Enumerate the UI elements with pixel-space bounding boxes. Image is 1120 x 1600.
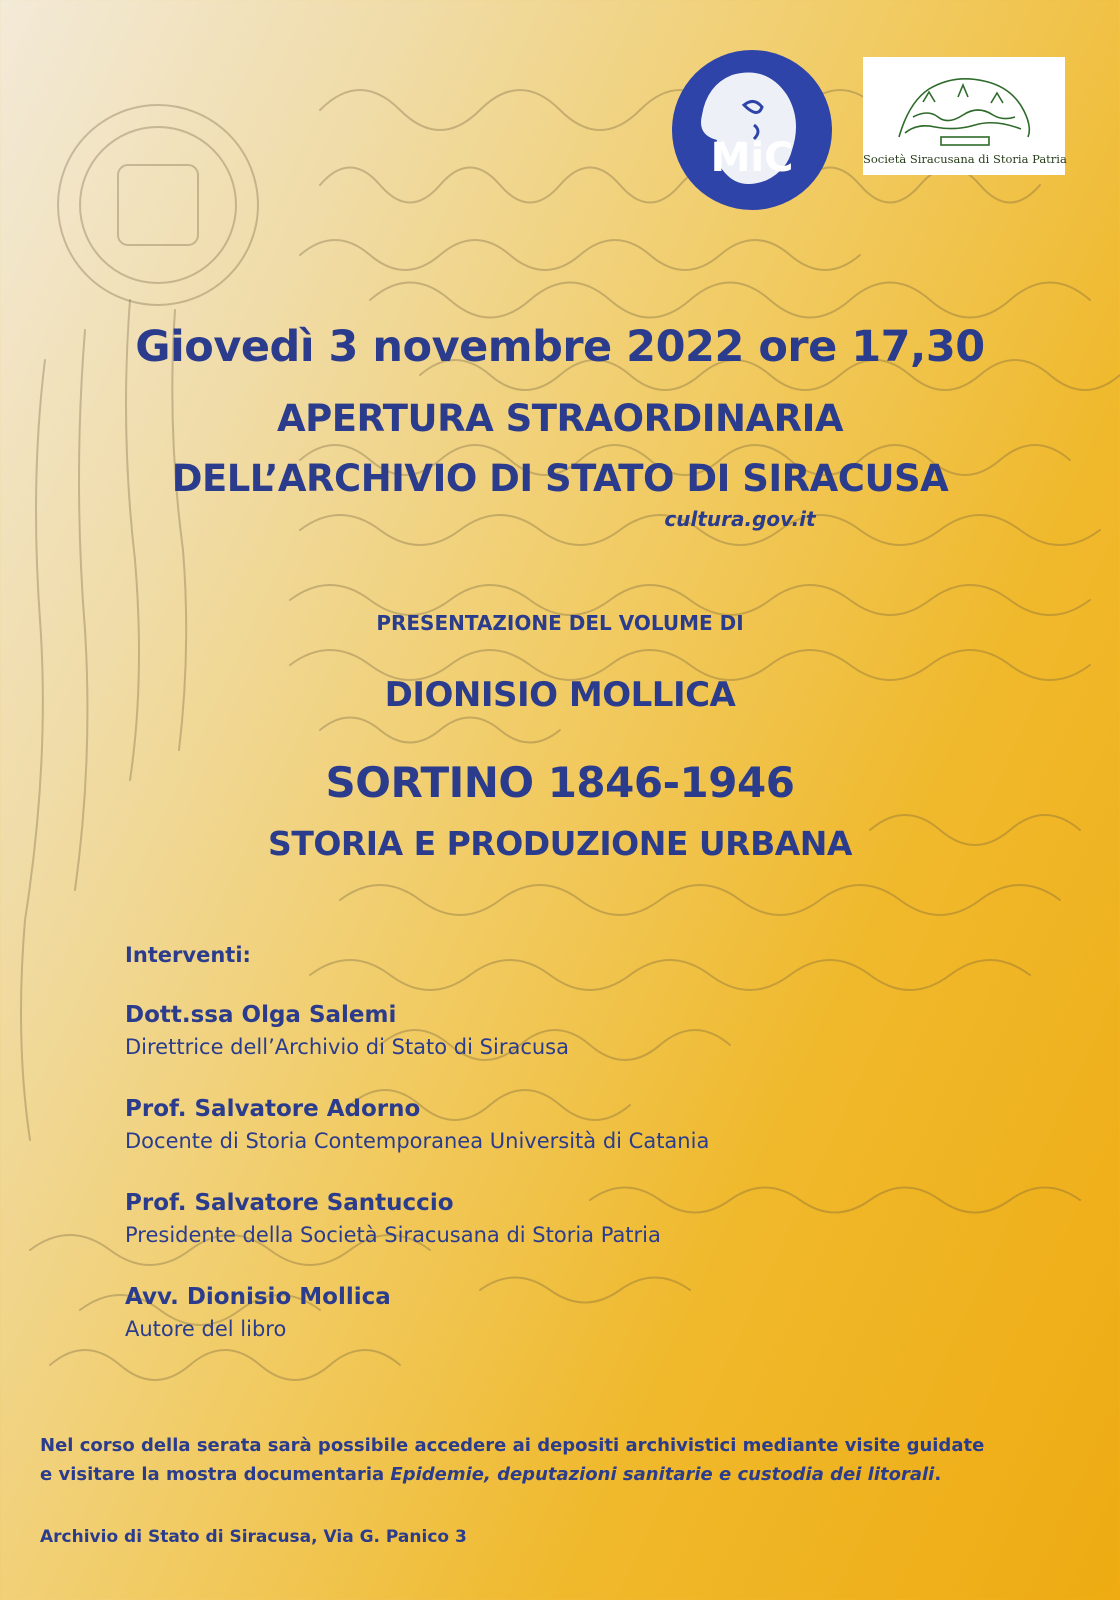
bust-icon [672,50,832,210]
event-title-line-1: APERTURA STRAORDINARIA [276,397,844,440]
speaker-role: Autore del libro [125,1317,287,1341]
venue-address: Archivio di Stato di Siracusa, Via G. Panico 3 [40,1527,467,1547]
speakers-heading: Interventi: [125,943,251,967]
book-author: DIONISIO MOLLICA [384,675,736,715]
presentation-label: PRESENTAZIONE DEL VOLUME DI [376,611,744,635]
speaker-role: Presidente della Società Siracusana di Storia Patria [125,1223,661,1247]
speaker-item [125,1187,661,1251]
note-line-2 [40,1460,984,1489]
event-note [40,1431,984,1489]
note-line-2-suffix: . [934,1464,942,1485]
society-logo-caption: Società Siracusana di Storia Patria [863,152,1067,166]
speaker-item [125,999,569,1063]
speaker-name: Avv. Dionisio Mollica [125,1284,391,1310]
note-line-1: Nel corso della serata sarà possibile accedere ai depositi archivistici mediante visite guidate [40,1435,985,1456]
book-title: SORTINO 1846-1946 [325,758,795,807]
exhibition-title: Epidemie, deputazioni sanitarie e custodia dei litorali [390,1464,935,1485]
speaker-name: Dott.ssa Olga Salemi [125,1002,397,1028]
speaker-item [125,1281,391,1345]
note-line-2-prefix: e visitare la mostra documentaria [40,1464,391,1485]
speaker-role: Direttrice dell’Archivio di Stato di Siracusa [125,1035,569,1059]
event-date-time: Giovedì 3 novembre 2022 ore 17,30 [135,322,985,372]
speaker-name: Prof. Salvatore Adorno [125,1096,421,1122]
book-subtitle: STORIA E PRODUZIONE URBANA [268,824,852,863]
speaker-item [125,1093,709,1157]
event-title-line-2: DELL’ARCHIVIO DI STATO DI SIRACUSA [171,457,949,500]
mic-logo-text: MiC [710,135,794,181]
speaker-name: Prof. Salvatore Santuccio [125,1190,454,1216]
speaker-role: Docente di Storia Contemporanea Università di Catania [125,1129,710,1153]
website-link[interactable]: cultura.gov.it [664,507,816,531]
society-logo [863,57,1065,175]
mic-logo [672,50,832,210]
